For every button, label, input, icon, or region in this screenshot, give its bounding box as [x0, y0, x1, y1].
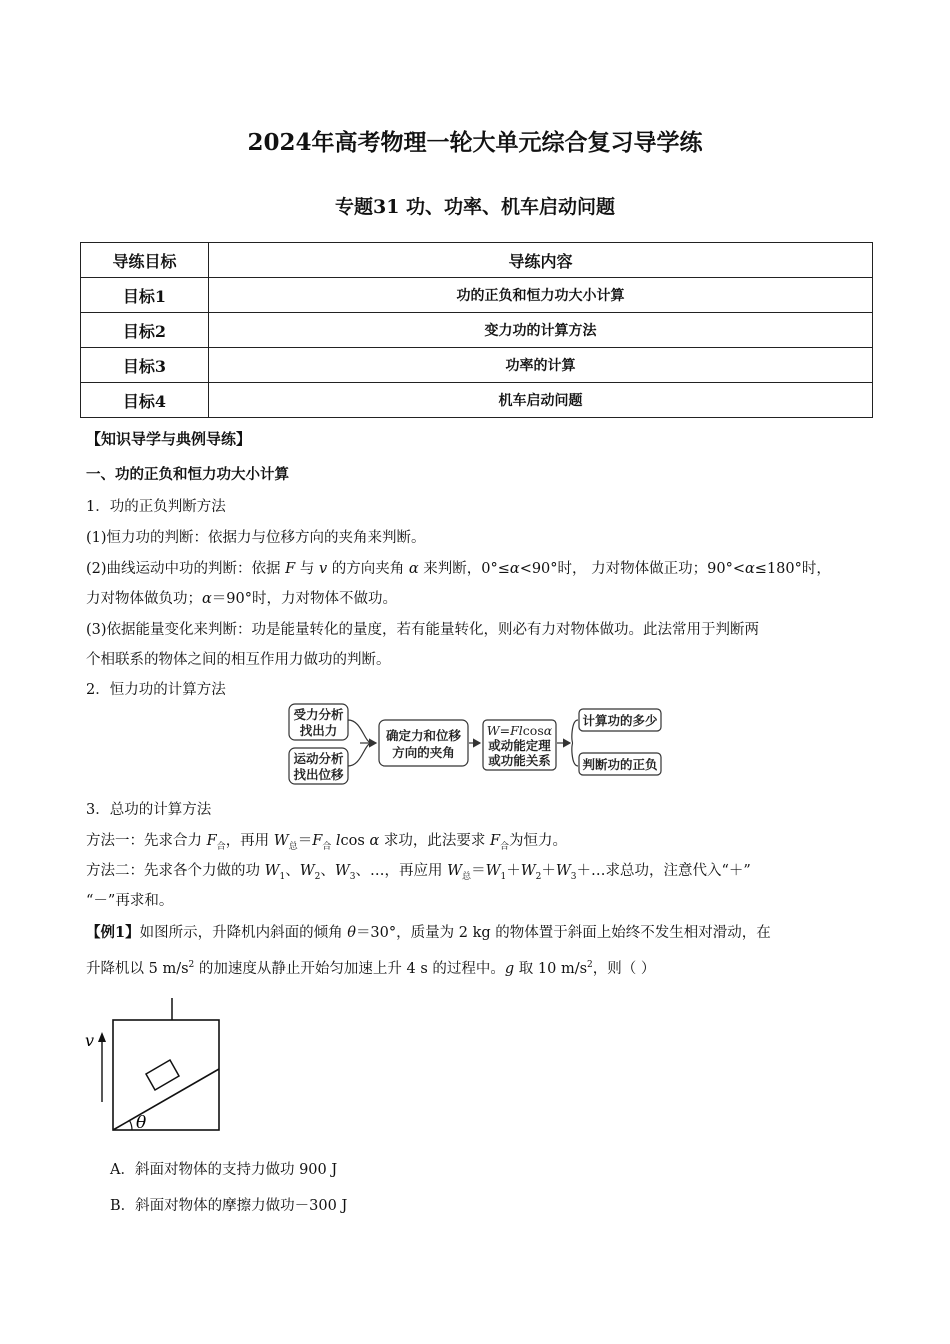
method2-line1: 方法二：先求各个力做的功 $W_1$、$W_2$、$W_3$、…，再应用 $W_总=W_1+W_2+W_3+\dots$求总功，注意代入“＋”	[86, 863, 751, 882]
table-row	[81, 383, 873, 418]
flow-box-motion-analysis-line2: 找出位移	[293, 767, 344, 782]
section-header: 【知识导学与典例导练】	[86, 430, 252, 448]
table-header-content: 导练内容	[209, 243, 873, 278]
item1-paragraph2-line1: (2)曲线运动中功的判断：依据 F 与 v 的方向夹角 α 来判断，0°≤α<90°时， 力对物体做正功；90°<α≤180°时，	[86, 561, 831, 577]
table-row	[81, 348, 873, 383]
goal-cell: 目标4	[81, 383, 209, 418]
angle-arc	[130, 1121, 133, 1131]
velocity-label: v	[85, 1031, 95, 1050]
flow-box-force-analysis-line1: 受力分析	[293, 707, 344, 722]
flow-box-angle-line2: 方向的夹角	[392, 745, 455, 760]
goal-cell: 目标1	[81, 278, 209, 313]
option-a: A．斜面对物体的支持力做功 900 J	[110, 1162, 338, 1178]
item1-paragraph3-line2: 个相联系的物体之间的相互作用力做功的判断。	[86, 652, 391, 668]
item3-title: 3．总功的计算方法	[86, 802, 212, 818]
elevator-figure	[82, 994, 227, 1134]
item1-paragraph1: (1)恒力功的判断：依据力与位移方向的夹角来判断。	[86, 530, 426, 546]
example1-line1: 【例1】如图所示，升降机内斜面的倾角 θ＝30°，质量为 2 kg 的物体置于斜面上始终不发生相对滑动，在	[86, 924, 771, 941]
content-cell: 机车启动问题	[209, 383, 873, 418]
block	[146, 1060, 179, 1090]
flow-box-formula-line3: 或功能关系	[488, 753, 551, 768]
document-subtitle: 专题31 功、功率、机车启动问题	[334, 196, 616, 218]
flow-box-angle-line1: 确定力和位移	[385, 728, 462, 743]
item1-title: 1．功的正负判断方法	[86, 499, 226, 515]
example1-line2: 升降机以 5 $m/s^2$ 的加速度从静止开始匀加速上升 4 s 的过程中。g 取 10 $m/s^2$，则（ ）	[86, 960, 656, 977]
flow-box-formula-line1: W=Flcosα	[486, 723, 553, 738]
content-cell: 变力功的计算方法	[209, 313, 873, 348]
flow-box-sign-label: 判断功的正负	[582, 757, 658, 772]
method2-line2: “－”再求和。	[86, 893, 174, 909]
table-header-goal: 导练目标	[81, 243, 209, 278]
flow-box-motion-analysis-line1: 运动分析	[293, 751, 344, 766]
velocity-arrowhead	[98, 1032, 106, 1042]
flow-box-amount-label: 计算功的多少	[582, 713, 658, 728]
flow-branch	[572, 720, 578, 766]
item1-paragraph3-line1: (3)依据能量变化来判断：功是能量转化的量度，若有能量转化，则必有力对物体做功。此法常用于判断两	[86, 622, 760, 638]
option-b: B．斜面对物体的摩擦力做功－300 J	[110, 1198, 348, 1214]
theta-label: θ	[136, 1113, 147, 1133]
item2-title: 2．恒力功的计算方法	[86, 682, 226, 698]
goal-cell: 目标2	[81, 313, 209, 348]
flow-box-force-analysis-line2: 找出力	[299, 723, 338, 738]
goal-cell: 目标3	[81, 348, 209, 383]
document-title: 2024年高考物理一轮大单元综合复习导学练	[247, 129, 703, 156]
goals-table	[80, 242, 873, 418]
item1-paragraph2-line2: 力对物体做负功；α＝90°时，力对物体不做功。	[86, 591, 397, 607]
flow-box-formula-line2: 或动能定理	[488, 738, 551, 753]
section1-title: 一、功的正负和恒力功大小计算	[86, 466, 289, 483]
table-row	[81, 278, 873, 313]
content-cell: 功的正负和恒力功大小计算	[209, 278, 873, 313]
table-row	[81, 313, 873, 348]
content-cell: 功率的计算	[209, 348, 873, 383]
table-header-row	[81, 243, 873, 278]
flowchart-diagram	[280, 696, 670, 788]
method1-text: 方法一：先求合力 $F_合$，再用 $W_总=F_合$ lcos α 求功，此法要求 $F_合$为恒力。	[86, 833, 568, 852]
